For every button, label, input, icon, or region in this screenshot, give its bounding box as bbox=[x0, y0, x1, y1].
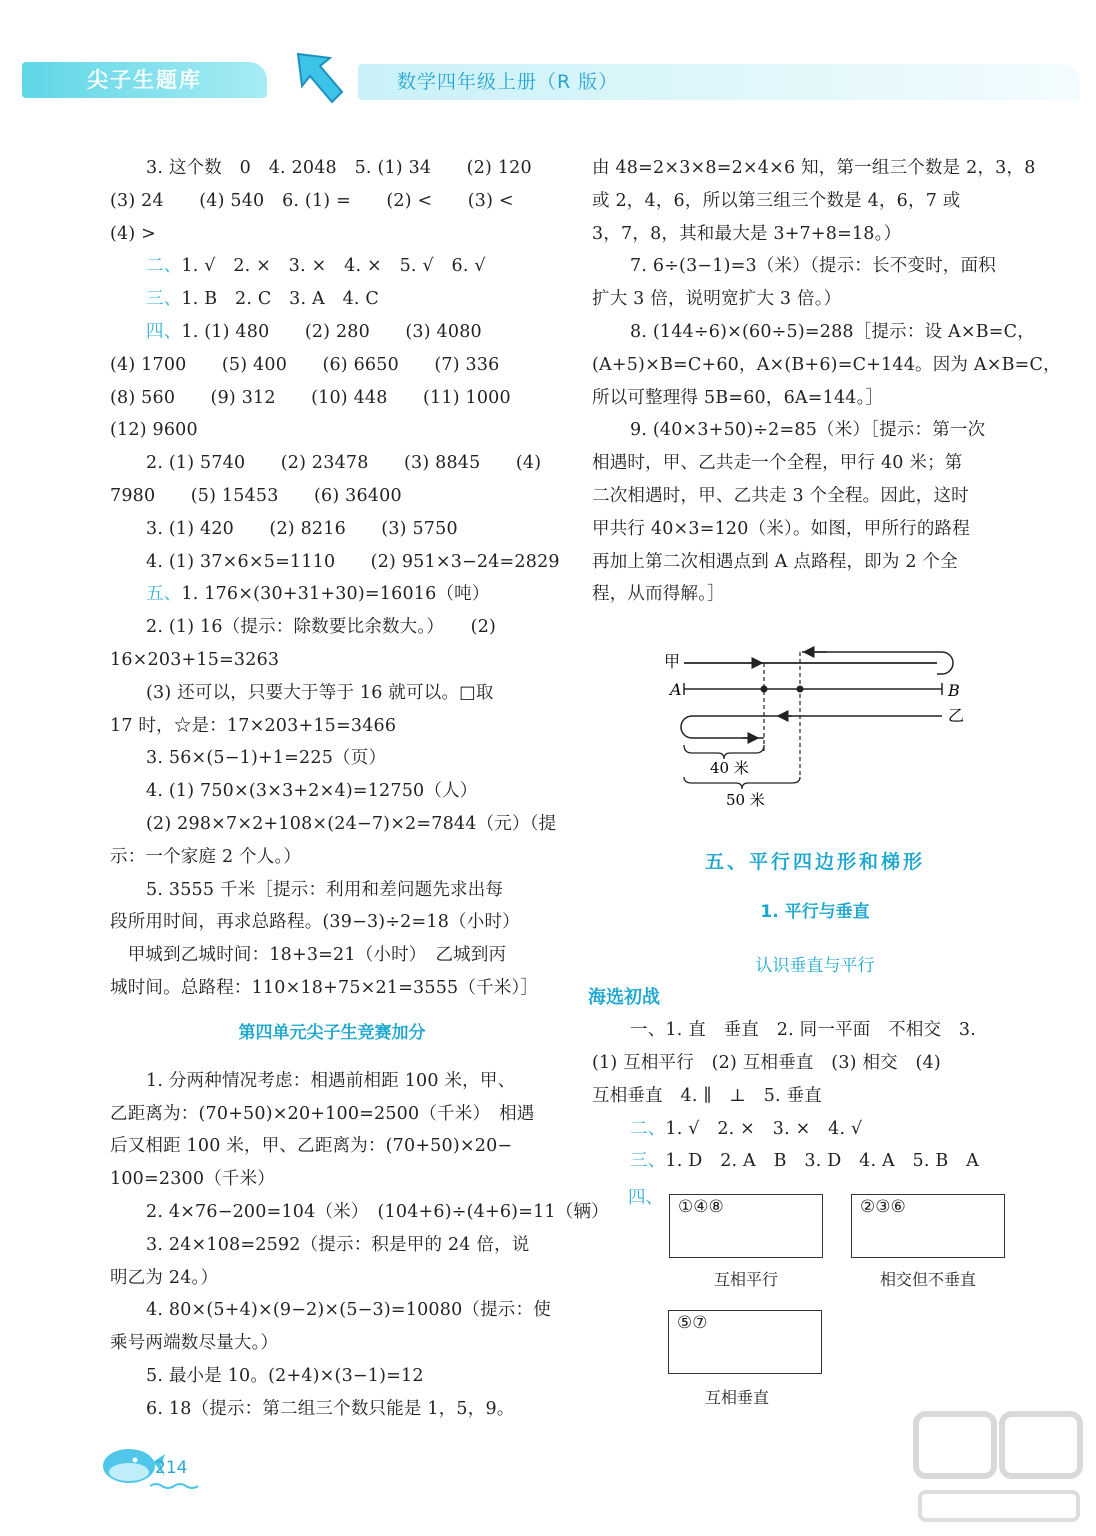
answer-line bbox=[110, 152, 554, 185]
book-title: 数学四年级上册（R 版） bbox=[397, 71, 619, 93]
contest-answer-lines bbox=[110, 1065, 609, 1426]
answer-line bbox=[110, 1327, 554, 1360]
answer-box-parallel: ①④⑧ bbox=[669, 1194, 823, 1258]
answer-text: 明乙为 24。） bbox=[110, 1267, 219, 1288]
answer-line bbox=[110, 578, 554, 611]
answer-text: 3. 56×(5−1)+1=225（页） bbox=[146, 748, 387, 769]
answer-line bbox=[592, 250, 1038, 283]
answer-line bbox=[110, 1229, 554, 1262]
answer-line bbox=[592, 1145, 1038, 1178]
caption-parallel: 互相平行 bbox=[713, 1270, 778, 1289]
answer-line bbox=[110, 546, 560, 579]
contest-heading: 第四单元尖子生竞赛加分 bbox=[238, 1022, 426, 1043]
section-marker: 二、 bbox=[630, 1118, 666, 1139]
section-marker: 四、 bbox=[146, 321, 182, 342]
answer-text: 3，7，8，其和最大是 3+7+8=18。） bbox=[592, 223, 902, 244]
answer-text: 100=2300（千米） bbox=[110, 1169, 276, 1190]
chapter-title: 五、平行四边形和梯形 bbox=[704, 851, 925, 874]
section-marker: 五、 bbox=[146, 584, 182, 605]
answer-text: 2. 4×76−200=104（米） (104+6)÷(4+6)=11（辆） bbox=[146, 1201, 609, 1222]
answer-line bbox=[592, 447, 1038, 480]
answer-text: 段所用时间，再求总路程。(39−3)÷2=18（小时） bbox=[110, 912, 520, 933]
answer-line bbox=[110, 1294, 554, 1327]
answer-text: 1. √ 2. × 3. × 4. √ bbox=[665, 1118, 863, 1139]
answer-line bbox=[110, 283, 554, 316]
page-header bbox=[0, 0, 1096, 130]
answer-line bbox=[592, 1047, 1038, 1080]
answer-text: 后又相距 100 米，甲、乙距离为：(70+50)×20− bbox=[110, 1136, 513, 1157]
section-four-label: 四、 bbox=[628, 1188, 663, 1208]
answer-line bbox=[110, 250, 554, 283]
answer-text: (3) 24 (4) 540 6. (1) = (2) < (3) < bbox=[110, 190, 514, 211]
answer-line bbox=[592, 513, 1038, 546]
answer-line bbox=[592, 349, 1061, 382]
answer-line bbox=[110, 1130, 554, 1163]
brand-banner: 尖子生题库 bbox=[22, 62, 267, 98]
answer-line bbox=[110, 185, 554, 218]
answer-line bbox=[110, 677, 554, 710]
answer-text: 由 48=2×3×8=2×4×6 知，第一组三个数是 2，3，8 bbox=[592, 158, 1036, 178]
label-40: 40 米 bbox=[710, 759, 749, 778]
answer-line bbox=[592, 414, 1038, 447]
answer-line bbox=[110, 874, 554, 907]
answer-text: 二次相遇时，甲、乙共走 3 个全程。因此，这时 bbox=[592, 485, 969, 506]
answer-line bbox=[110, 841, 554, 874]
answer-text: 扩大 3 倍，说明宽扩大 3 倍。） bbox=[592, 289, 842, 310]
answer-text: 17 时，☆是：17×203+15=3466 bbox=[110, 715, 397, 736]
answer-text: 乙距离为：(70+50)×20+100=2500（千米） 相遇 bbox=[110, 1103, 535, 1124]
answer-line bbox=[110, 447, 554, 480]
section-marker: 三、 bbox=[630, 1151, 666, 1172]
label-yi: 乙 bbox=[948, 706, 965, 726]
left-column bbox=[110, 152, 609, 1425]
brace-50 bbox=[684, 777, 800, 789]
answer-line bbox=[110, 1196, 609, 1229]
section-marker: 二、 bbox=[146, 256, 182, 277]
answer-line bbox=[110, 742, 554, 775]
label-50: 50 米 bbox=[726, 791, 765, 810]
answer-text: 5. 3555 千米［提示：利用和差问题先求出每 bbox=[146, 879, 504, 900]
answer-text: 8. (144÷6)×(60÷5)=288［提示：设 A×B=C， bbox=[630, 321, 1035, 342]
answer-line bbox=[110, 218, 554, 251]
answer-text: (4) > bbox=[110, 223, 157, 244]
answer-text: 3. (1) 420 (2) 8216 (3) 5750 bbox=[146, 518, 458, 539]
answer-text: 16×203+15=3263 bbox=[110, 649, 280, 670]
answer-text: (4) 1700 (5) 400 (6) 6650 (7) 336 bbox=[110, 354, 500, 375]
answer-line bbox=[110, 382, 554, 415]
answer-text: 7. 6÷(3−1)=3（米）（提示：长不变时，面积 bbox=[630, 256, 996, 277]
answer-line bbox=[592, 283, 1038, 316]
haixuan-label: 海选初战 bbox=[588, 987, 660, 1009]
left-answer-lines bbox=[110, 152, 560, 1005]
answer-text: 乘号两端数尽量大。） bbox=[110, 1333, 279, 1354]
answer-text: 程，从而得解。］ bbox=[592, 584, 725, 605]
section-title: 1. 平行与垂直 bbox=[760, 902, 870, 923]
answer-text: 城时间。总路程：110×18+75×21=3555（千米）］ bbox=[110, 977, 539, 998]
answer-text: 所以可整理得 5B=60，6A=144。］ bbox=[592, 387, 884, 408]
label-b: B bbox=[948, 681, 960, 701]
answer-text: 甲共行 40×3=120（米）。如图，甲所行的路程 bbox=[592, 518, 970, 539]
label-a: A bbox=[670, 680, 682, 700]
answer-text: 4. 80×(5+4)×(9−2)×(5−3)=10080（提示：使 bbox=[146, 1300, 551, 1321]
answer-line bbox=[110, 1163, 554, 1196]
answer-text: 1. (1) 480 (2) 280 (3) 4080 bbox=[181, 321, 482, 342]
answer-line bbox=[110, 972, 554, 1005]
answer-line bbox=[110, 1098, 554, 1131]
brace-40 bbox=[684, 745, 764, 759]
watermark-logo bbox=[910, 1408, 1085, 1528]
answer-line bbox=[592, 152, 1038, 185]
answer-text: 3. 24×108=2592（提示：积是甲的 24 倍，说 bbox=[146, 1234, 530, 1255]
answer-line bbox=[110, 480, 554, 513]
answer-text: (A+5)×B=C+60，A×(B+6)=C+144。因为 A×B=C， bbox=[592, 354, 1061, 375]
answer-text: 2. (1) 5740 (2) 23478 (3) 8845 (4) bbox=[146, 453, 542, 474]
answer-line bbox=[592, 1080, 1038, 1113]
answer-line bbox=[592, 1014, 1038, 1047]
answer-line bbox=[110, 414, 554, 447]
answer-text: 5. 最小是 10。(2+4)×(3−1)=12 bbox=[146, 1365, 424, 1386]
answer-line bbox=[110, 644, 554, 677]
page-number: 214 bbox=[155, 1458, 188, 1478]
answer-text: (8) 560 (9) 312 (10) 448 (11) 1000 bbox=[110, 387, 511, 408]
answer-text: 互相垂直 4. ∥ ⊥ 5. 垂直 bbox=[592, 1085, 822, 1106]
answer-text: 1. 176×(30+31+30)=16016（吨） bbox=[181, 584, 490, 605]
answer-box-perpendicular: ⑤⑦ bbox=[668, 1310, 822, 1374]
answer-line bbox=[110, 316, 554, 349]
answer-text: 4. (1) 750×(3×3+2×4)=12750（人） bbox=[146, 781, 478, 802]
answer-box-intersect: ②③⑥ bbox=[851, 1194, 1005, 1258]
section-marker: 三、 bbox=[146, 289, 182, 310]
answer-line bbox=[592, 382, 1038, 415]
arrow-icon bbox=[290, 48, 348, 106]
answer-line bbox=[592, 316, 1038, 349]
answer-line bbox=[110, 611, 554, 644]
answer-text: 示：一个家庭 2 个人。） bbox=[110, 846, 302, 867]
answer-line bbox=[592, 1113, 1038, 1146]
answer-line bbox=[110, 906, 554, 939]
answer-line bbox=[110, 349, 554, 382]
answer-text: 1. D 2. A B 3. D 4. A 5. B A bbox=[665, 1151, 979, 1172]
answer-text: 6. 18（提示：第二组三个数只能是 1，5，9。 bbox=[146, 1398, 515, 1419]
answer-line bbox=[110, 808, 557, 841]
answer-text: 3. 这个数 0 4. 2048 5. (1) 34 (2) 120 bbox=[146, 158, 532, 178]
answer-text: 9. (40×3+50)÷2=85（米）［提示：第一次 bbox=[630, 420, 986, 441]
answer-text: 7980 (5) 15453 (6) 36400 bbox=[110, 485, 402, 506]
answer-text: 1. 分两种情况考虑：相遇前相距 100 米，甲、 bbox=[146, 1070, 516, 1091]
yi-return-loop bbox=[681, 716, 764, 738]
answer-text: 相遇时，甲、乙共走一个全程，甲行 40 米；第 bbox=[592, 453, 963, 474]
answer-text: 4. (1) 37×6×5=1110 (2) 951×3−24=2829 bbox=[146, 551, 560, 572]
caption-perpendicular: 互相垂直 bbox=[704, 1388, 769, 1407]
answer-line bbox=[592, 578, 1038, 611]
subsection-title: 认识垂直与平行 bbox=[755, 956, 875, 977]
answer-line bbox=[110, 1393, 554, 1426]
answer-text: 一、1. 直 垂直 2. 同一平面 不相交 3. bbox=[630, 1020, 977, 1041]
answer-line bbox=[110, 710, 554, 743]
label-jia: 甲 bbox=[664, 652, 681, 672]
answer-line bbox=[110, 1262, 554, 1295]
answer-text: (1) 互相平行 (2) 互相垂直 (3) 相交 (4) bbox=[592, 1052, 941, 1073]
answer-text: (2) 298×7×2+108×(24−7)×2=7844（元）（提 bbox=[146, 813, 557, 834]
answer-line bbox=[110, 1360, 554, 1393]
answer-line bbox=[110, 775, 554, 808]
answer-text: 1. √ 2. × 3. × 4. × 5. √ 6. √ bbox=[181, 256, 486, 277]
answer-text: 2. (1) 16（提示：除数要比余数大。） (2) bbox=[146, 617, 497, 638]
answer-text: 甲城到乙城时间：18+3=21（小时） 乙城到丙 bbox=[110, 945, 507, 966]
right-answer-lines-2 bbox=[592, 1014, 1038, 1178]
answer-text: (12) 9600 bbox=[110, 420, 198, 441]
answer-text: 再加上第二次相遇点到 A 点路程，即为 2 个全 bbox=[592, 551, 958, 572]
answer-line bbox=[592, 546, 1038, 579]
answer-line bbox=[592, 480, 1038, 513]
right-answer-lines bbox=[592, 152, 1061, 611]
answer-text: 1. B 2. C 3. A 4. C bbox=[181, 289, 380, 310]
answer-text: 或 2，4，6，所以第三组三个数是 4，6，7 或 bbox=[592, 190, 961, 211]
answer-line bbox=[592, 218, 1038, 251]
right-column bbox=[588, 152, 1061, 1178]
answer-line bbox=[592, 185, 1038, 218]
answer-line bbox=[110, 939, 554, 972]
answer-line bbox=[110, 513, 554, 546]
answer-line bbox=[110, 1065, 554, 1098]
answer-text: (3) 还可以，只要大于等于 16 就可以。□取 bbox=[146, 682, 494, 703]
meeting-diagram bbox=[592, 621, 1038, 811]
caption-intersect: 相交但不垂直 bbox=[879, 1270, 976, 1289]
